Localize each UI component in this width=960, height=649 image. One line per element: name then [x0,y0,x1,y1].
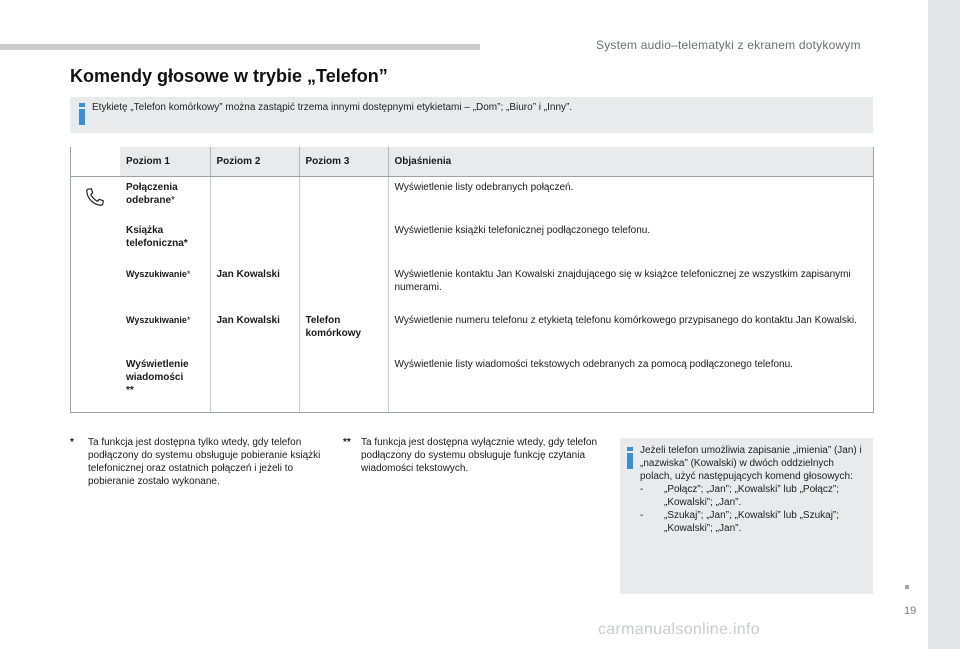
page-marker [905,585,909,589]
table-rule [70,176,874,177]
table-cell-level-3 [299,264,388,310]
tip-text [640,444,868,535]
section-title: System audio–telematyki z ekranem dotykowym [596,38,861,52]
table-row [70,354,874,413]
table-row [70,264,874,310]
footnote-2-text: Ta funkcja jest dostępna wyłącznie wtedy, gdy telefon podłączony do systemu obsługuje funkcję czytania wiadomości tekstowych. [361,437,598,474]
table-cell-level-1 [120,176,210,220]
footnote-mark: * [183,238,188,249]
table-header-level-2: Poziom 2 [210,147,299,176]
table-header-description: Objaśnienia [388,147,874,176]
watermark: carmanualsonline.info [598,621,760,638]
footnote-1-text: Ta funkcja jest dostępna tylko wtedy, gdy telefon podłączony do systemu obsługuje pobieranie książki telefonicznej oraz ostatnich połączeń i jeżeli to pobieranie zostało wykonane. [88,437,321,487]
table-icon-cell [70,264,120,310]
table-cell-description: Wyświetlenie numeru telefonu z etykietą telefonu komórkowego przypisanego do kontaktu Jan Kowalski. [394,315,857,326]
info-note-text: Etykietę „Telefon komórkowy” można zastąpić trzema innymi dostępnymi etykietami – „Dom”; „Biuro” i „Inny”. [92,102,573,113]
table-cell-level-3 [299,354,388,413]
footnote-1-mark: * [70,437,74,448]
table-header-level-3: Poziom 3 [299,147,388,176]
footnote-2-mark: ** [343,437,351,448]
table-row [70,176,874,220]
table-cell-level-2 [210,176,299,220]
table-cell-level-1 [120,310,210,354]
list-item-text: „Połącz”; „Jan”; „Kowalski” lub „Połącz”; „Kowalski”; „Jan”. [664,484,840,508]
tip-list [640,483,868,535]
footnote-2 [343,436,603,475]
table-cell-level-2 [210,354,299,413]
page-title: Komendy głosowe w trybie „Telefon” [70,66,388,86]
table-row [70,220,874,264]
header-rule [0,44,480,50]
phone-icon [84,186,106,208]
level-1-text: Wyświetlenie wiadomości [126,359,189,383]
table-cell-level-2: Jan Kowalski [210,264,299,310]
list-dash: - [640,510,644,521]
table-cell-level-3: Telefon komórkowy [299,310,388,354]
table-header-row [70,147,874,176]
table-cell-description: Wyświetlenie kontaktu Jan Kowalski znajdującego się w książce telefonicznej ze wszystkim zapisanymi numerami. [394,269,851,293]
page-edge-band [928,0,960,649]
table-cell-level-1 [120,264,210,310]
voice-commands-table [70,147,874,413]
list-item-text: „Szukaj”; „Jan”; „Kowalski” lub „Szukaj”; „Kowalski”; „Jan”. [664,510,840,534]
info-icon [78,103,86,125]
table-cell-level-3 [299,220,388,264]
info-icon [626,447,634,469]
page-number: 19 [904,605,917,617]
table-rule [70,176,71,413]
level-1-text: Połączenia odebrane [126,181,178,206]
footnote-mark: * [186,269,191,279]
table-cell-level-1 [120,220,210,264]
table-cell-level-3 [299,176,388,220]
list-item [640,483,868,509]
level-1-text: Wyszukiwanie [126,269,187,279]
table-cell-level-2 [210,220,299,264]
footnote-mark: * [171,194,175,206]
table-cell-description: Wyświetlenie listy odebranych połączeń. [394,181,574,193]
table-cell-level-2: Jan Kowalski [210,310,299,354]
level-1-text: Wyszukiwanie [126,315,187,325]
tip-intro: Jeżeli telefon umożliwia zapisanie „imienia” (Jan) i „nazwiska” (Kowalski) w dwóch oddzielnych polach, użyć następujących komend głosowych: [640,445,862,482]
list-dash: - [640,484,644,495]
tip-box [620,438,873,594]
info-note [70,97,873,133]
footnote-1 [70,436,340,488]
level-1-text: Książka telefoniczna [126,225,184,249]
table-cell-level-1 [120,354,210,413]
table-icon-cell [70,354,120,413]
table-header-level-1: Poziom 1 [120,147,210,176]
footnote-mark: ** [126,385,134,396]
table-icon-cell [70,310,120,354]
table-cell-description: Wyświetlenie książki telefonicznej podłączonego telefonu. [394,225,651,236]
table-icon-cell [70,220,120,264]
footnote-mark: * [186,315,191,325]
table-cell-description: Wyświetlenie listy wiadomości tekstowych odebranych za pomocą podłączonego telefonu. [394,359,793,370]
table-header-blank [70,147,120,176]
table-row [70,310,874,354]
list-item [640,509,868,535]
